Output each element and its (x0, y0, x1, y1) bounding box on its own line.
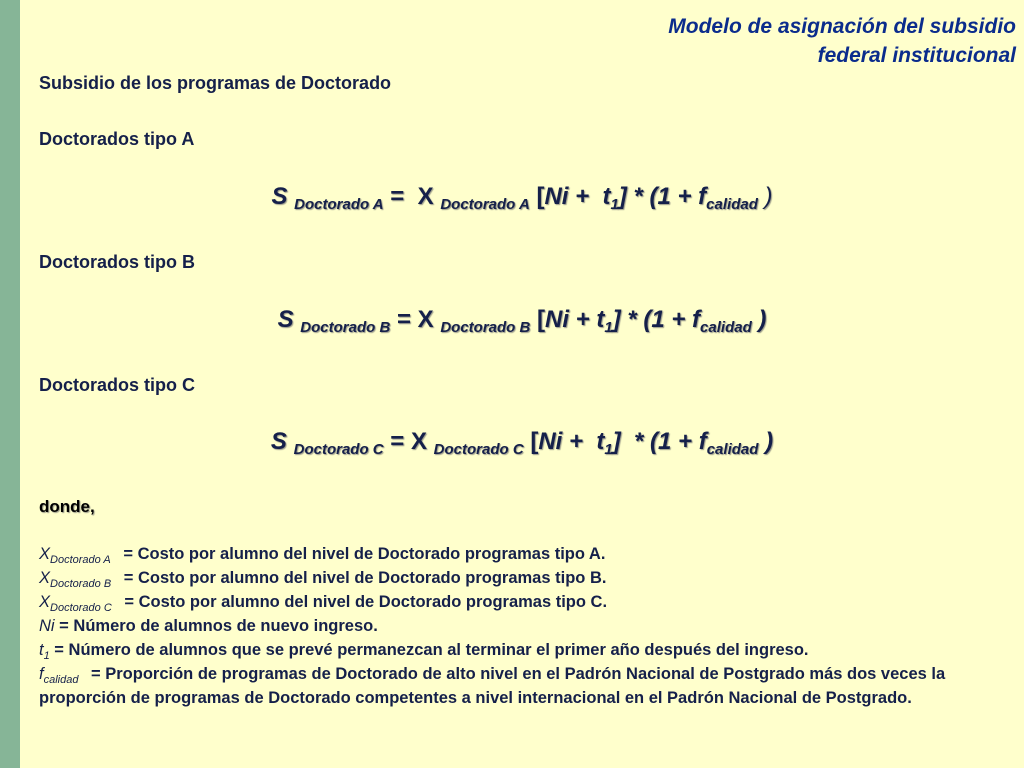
definition-x-b (39, 566, 999, 590)
formula-a-s-sub: Doctorado A (294, 196, 384, 213)
intro-heading: Subsidio de los programas de Doctorado (39, 73, 392, 93)
formula-b-f-sub: calidad (700, 319, 752, 336)
formula-a-f-sub: calidad (706, 196, 758, 213)
definition-text: = Número de alumnos que se prevé permanezcan al terminar el primer año después del ingreso. (49, 641, 809, 659)
formula-c-end: ) (758, 428, 774, 455)
formula-a (20, 183, 1024, 211)
definition-subscript: Doctorado C (50, 602, 112, 614)
formula-a-t-sub: 1 (610, 196, 619, 213)
definition-symbol: X (39, 593, 51, 611)
definition-x-a (39, 542, 999, 566)
formula-c-s-sub: Doctorado C (293, 441, 384, 458)
definition-subscript: Doctorado B (50, 578, 112, 590)
formula-c-ni: Ni + t (538, 428, 605, 455)
definition-text: = Número de alumnos de nuevo ingreso. (54, 617, 378, 635)
tipo-a-heading: Doctorados tipo A (39, 129, 195, 149)
formula-a-close: ] * (1 + f (618, 183, 707, 210)
slide-title (516, 12, 1016, 70)
definition-ni (39, 614, 999, 638)
formula-b-eq: = (390, 306, 418, 333)
definition-subscript: calidad (43, 674, 79, 686)
tipo-c-heading: Doctorados tipo C (39, 375, 195, 395)
definition-x-c (39, 590, 999, 614)
formula-a-end: ) (757, 183, 773, 210)
definition-text: = Costo por alumno del nivel de Doctorado programas tipo A. (118, 545, 606, 563)
formula-c-bracket: [ (523, 428, 539, 455)
formula-a-eq: = (383, 183, 418, 210)
formula-c-t-sub: 1 (604, 441, 613, 458)
tipo-b-heading: Doctorados tipo B (39, 252, 195, 272)
definition-t1 (39, 638, 999, 662)
definition-symbol: Ni (39, 617, 55, 635)
definition-symbol: X (39, 545, 51, 563)
definition-text: = Costo por alumno del nivel de Doctorado programas tipo C. (119, 593, 608, 611)
formula-b-close: ] * (1 + f (612, 306, 701, 333)
formula-c-x: X (410, 428, 427, 455)
formula-a-ni: Ni + t (544, 183, 611, 210)
formula-b (20, 306, 1024, 334)
formula-a-s: S (271, 183, 288, 210)
formula-b-ni: Ni + t (545, 306, 605, 333)
formula-b-end: ) (751, 306, 767, 333)
definition-fcalidad (39, 662, 999, 710)
formula-c (20, 428, 1024, 456)
formula-b-bracket: [ (530, 306, 545, 333)
formula-c-f-sub: calidad (706, 441, 759, 458)
definition-symbol: X (39, 569, 51, 587)
formula-b-x-sub: Doctorado B (440, 319, 531, 336)
slide-title-line-1: Modelo de asignación del subsidio (668, 15, 1016, 38)
formula-c-x-sub: Doctorado C (433, 441, 524, 458)
formula-a-bracket: [ (529, 183, 545, 210)
definition-subscript: 1 (43, 650, 50, 662)
donde-label: donde, (39, 497, 95, 516)
formula-c-s: S (270, 428, 287, 455)
formula-b-x: X (417, 306, 434, 333)
formula-c-eq: = (383, 428, 411, 455)
definition-text: = Costo por alumno del nivel de Doctorado programas tipo B. (119, 569, 607, 587)
slide-title-line-2: federal institucional (817, 44, 1016, 67)
formula-b-s-sub: Doctorado B (300, 319, 391, 336)
definition-text: = Proporción de programas de Doctorado de alto nivel en el Padrón Nacional de Postgrado más dos veces la proporción de programas de Doctorado competentes a nivel internacional en el Padrón Nacional de Postgrado. (39, 665, 946, 707)
formula-b-t-sub: 1 (604, 319, 613, 336)
formula-c-close: ] * (1 + f (612, 428, 707, 455)
sidebar-stripe (0, 0, 20, 768)
formula-a-x-sub: Doctorado A (440, 196, 530, 213)
definition-symbol: f (39, 665, 44, 683)
formula-b-s: S (277, 306, 294, 333)
formula-a-x: X (417, 183, 434, 210)
definition-symbol: t (39, 641, 44, 659)
definitions-list (39, 542, 999, 710)
definition-subscript: Doctorado A (50, 554, 111, 566)
